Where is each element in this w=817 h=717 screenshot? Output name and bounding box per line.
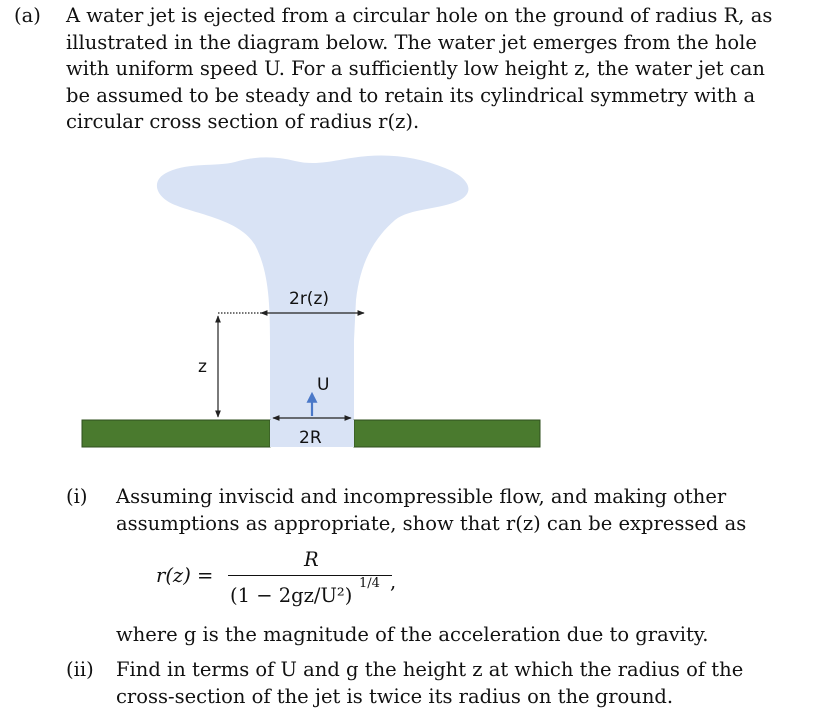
part-i-line: assumptions as appropriate, show that r(z) can be expressed as [116,511,747,535]
part-i-after-line: where g is the magnitude of the acceleration due to gravity. [116,623,709,646]
part-i-label: (i) [66,485,88,508]
part-a-line: with uniform speed U. For a sufficiently low height z, the water jet can [66,57,765,80]
part-i-line: Assuming inviscid and incompressible flow, and making other [116,485,727,508]
part-ii-line: Find in terms of U and g the height z at which the radius of the [116,658,744,681]
equation-trailing: , [390,570,397,593]
part-a-line: circular cross section of radius r(z). [66,110,420,133]
part-a-label: (a) [14,4,41,27]
part-ii-text [116,657,743,710]
equation-lhs: r(z) = [156,564,214,587]
equation-numerator: R [304,548,319,571]
part-a-line: be assumed to be steady and to retain its cylindrical symmetry with a [66,83,756,107]
part-ii-label: (ii) [66,658,94,681]
speed-label: U [317,375,330,395]
ground-right [354,420,540,447]
part-i-after [116,622,708,649]
part-i-text [116,484,746,537]
ground-left [82,420,270,447]
part-a-line: A water jet is ejected from a circular hole on the ground of radius R, as [66,4,773,27]
equation-exponent: 1/4 [359,576,380,591]
water-jet [157,156,469,421]
height-label: z [198,357,207,377]
equation-denominator: (1 − 2gz/U²) [230,584,353,607]
width-label: 2r(z) [289,289,329,309]
hole-label: 2R [299,428,322,448]
part-ii-line: cross-section of the jet is twice its radius on the ground. [116,684,674,708]
part-a-line: illustrated in the diagram below. The water jet emerges from the hole [66,30,757,54]
